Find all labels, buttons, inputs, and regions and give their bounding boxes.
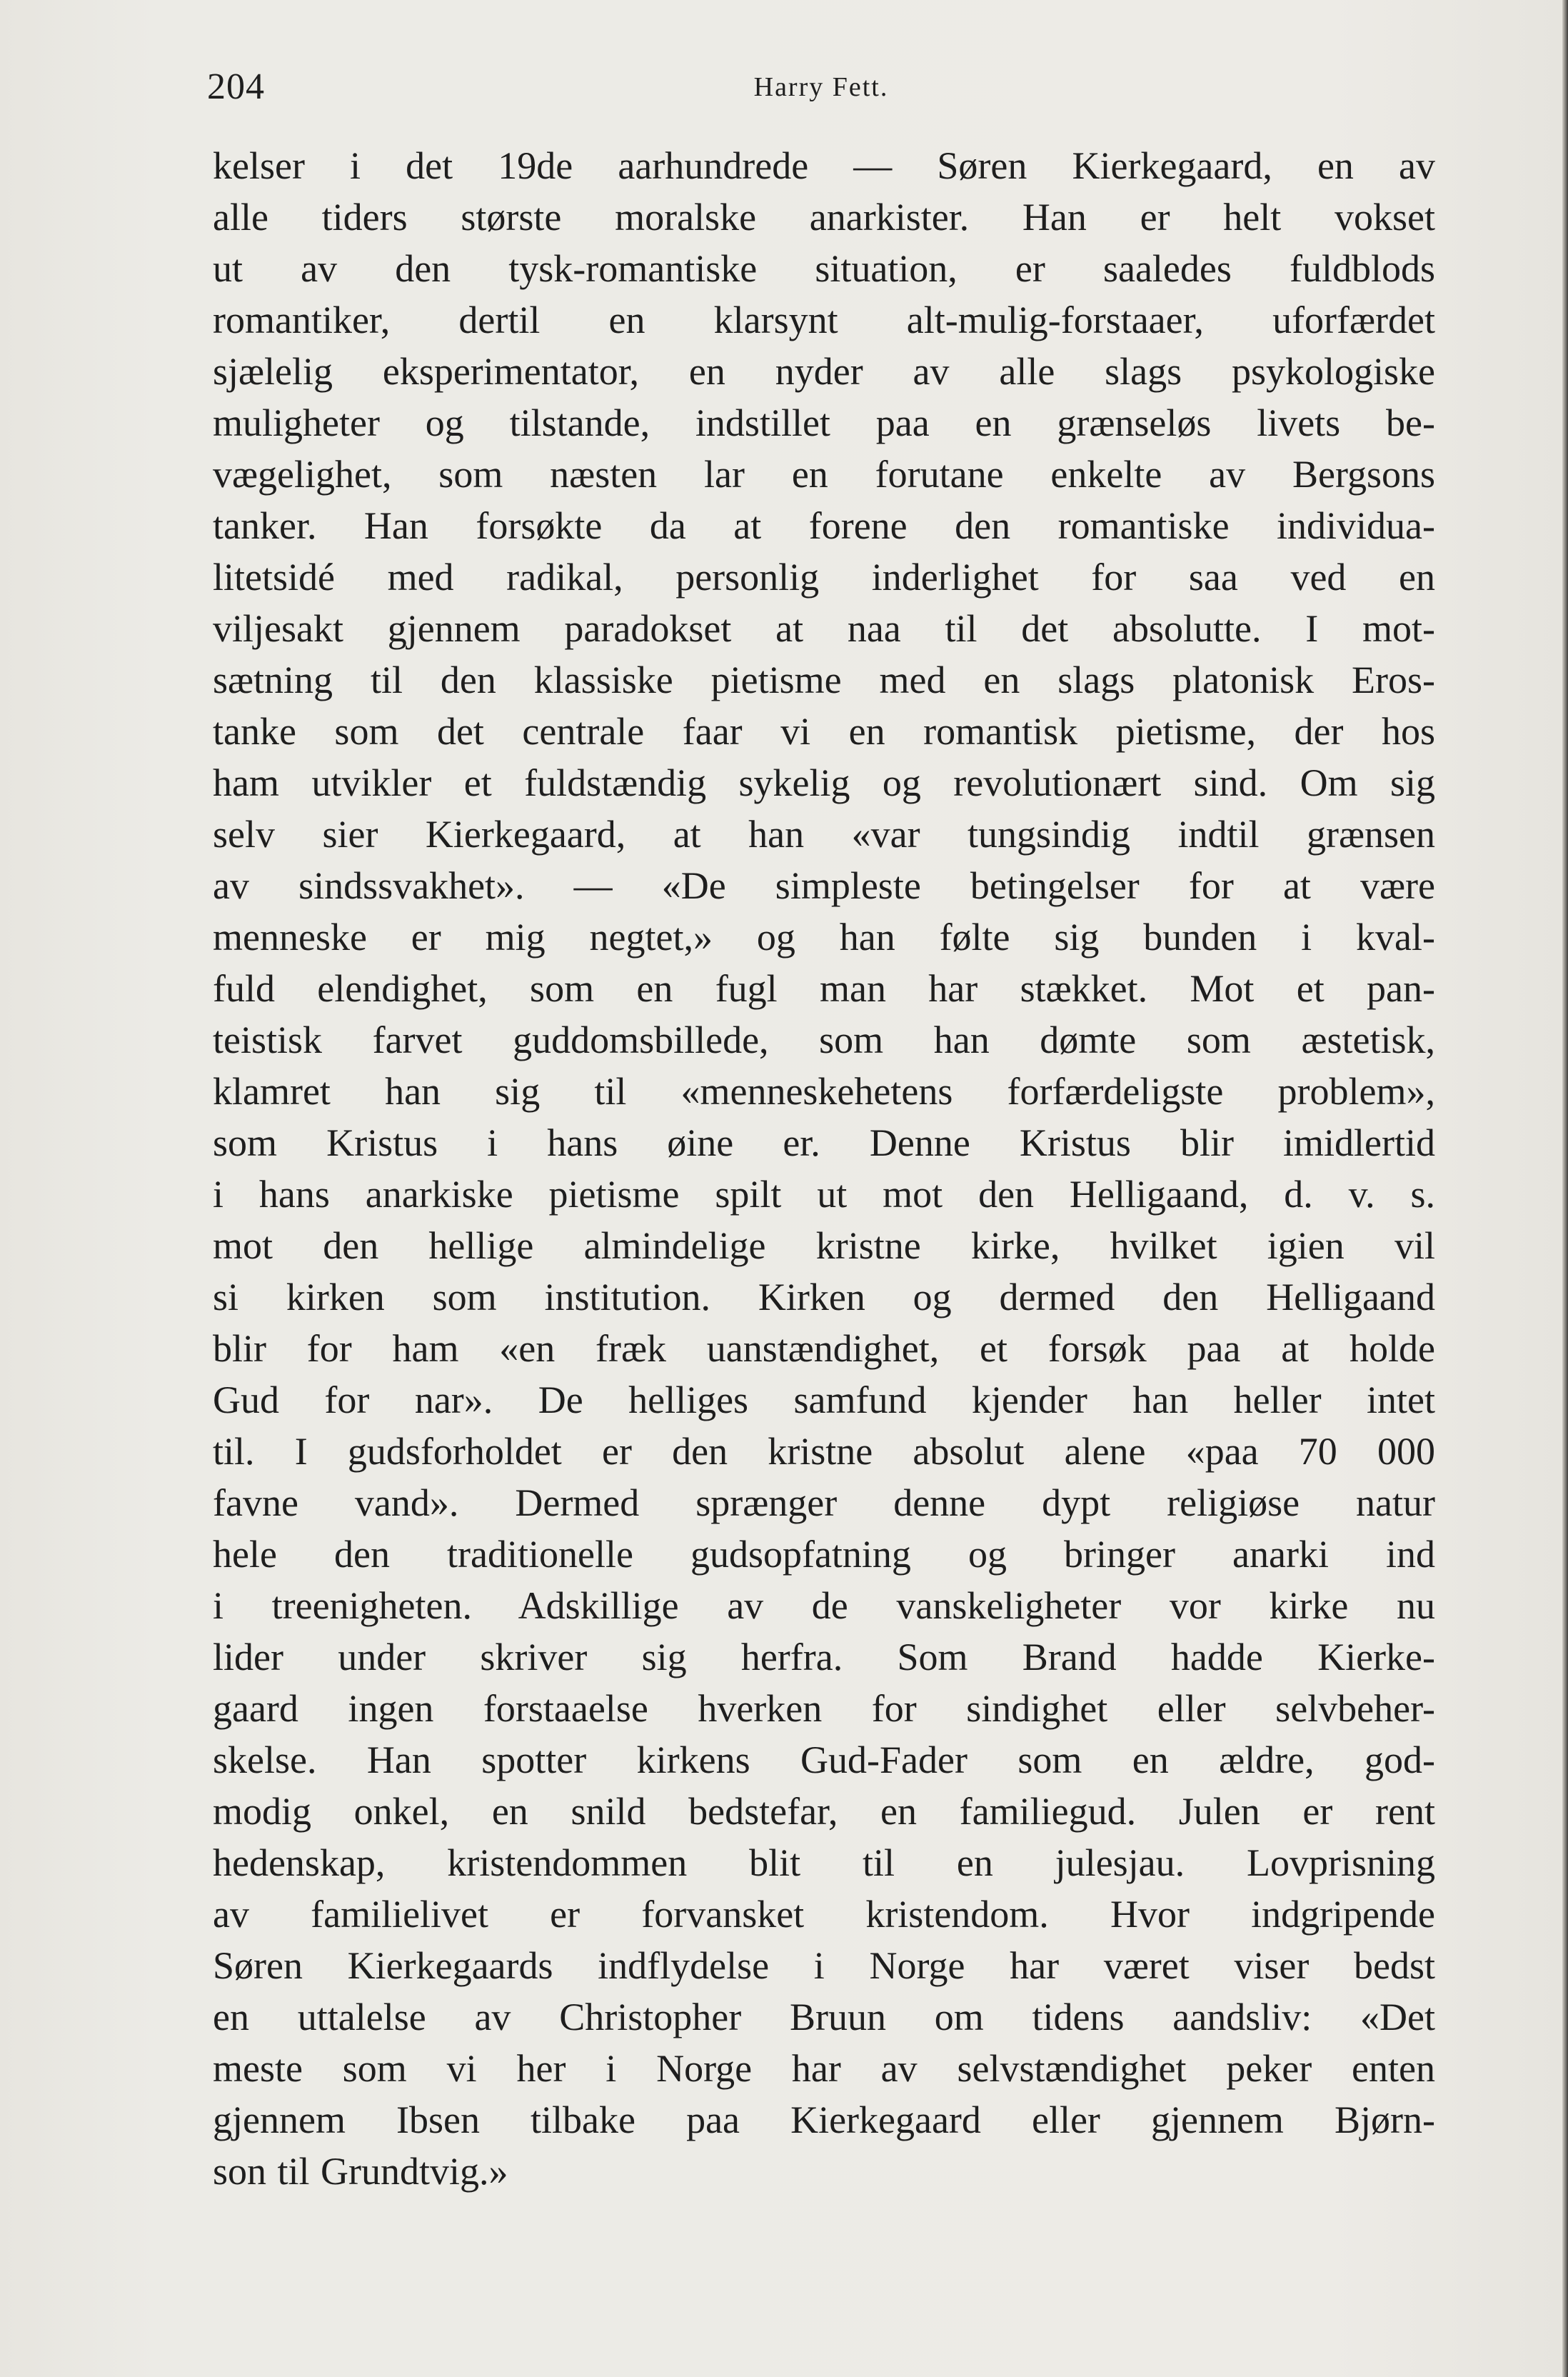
- text-line: blir for ham «en fræk uanstændighet, et forsøk paa at holde: [213, 1327, 1435, 1370]
- text-line: lider under skriver sig herfra. Som Brand hadde Kierke-: [213, 1636, 1435, 1678]
- body-text: [213, 140, 1435, 2197]
- text-line: muligheter og tilstande, indstillet paa en grænseløs livets be-: [213, 401, 1435, 444]
- text-line: i treenigheten. Adskillige av de vanskeligheter vor kirke nu: [213, 1584, 1435, 1627]
- text-line: tanke som det centrale faar vi en romantisk pietisme, der hos: [213, 710, 1435, 753]
- text-line: kelser i det 19de aarhundrede — Søren Kierkegaard, en av: [213, 144, 1435, 187]
- text-line: sjælelig eksperimentator, en nyder av alle slags psykologiske: [213, 350, 1435, 393]
- text-line: gaard ingen forstaaelse hverken for sindighet eller selvbeher-: [213, 1687, 1435, 1730]
- text-line: litetsidé med radikal, personlig inderlighet for saa ved en: [213, 556, 1435, 599]
- text-line: ham utvikler et fuldstændig sykelig og revolutionært sind. Om sig: [213, 761, 1435, 804]
- text-line: romantiker, dertil en klarsynt alt-mulig-forstaaer, uforfærdet: [213, 299, 1435, 341]
- text-line: modig onkel, en snild bedstefar, en familiegud. Julen er rent: [213, 1790, 1435, 1833]
- text-line: hele den traditionelle gudsopfatning og bringer anarki ind: [213, 1533, 1435, 1576]
- text-line: alle tiders største moralske anarkister. Han er helt vokset: [213, 196, 1435, 239]
- text-line: tanker. Han forsøkte da at forene den romantiske individua-: [213, 504, 1435, 547]
- text-line: gjennem Ibsen tilbake paa Kierkegaard eller gjennem Bjørn-: [213, 2098, 1435, 2141]
- text-line: Søren Kierkegaards indflydelse i Norge har været viser bedst: [213, 1944, 1435, 1987]
- text-line: sætning til den klassiske pietisme med en slags platonisk Eros-: [213, 659, 1435, 701]
- page-header: [207, 66, 1435, 116]
- text-line: klamret han sig til «menneskehetens forfærdeligste problem»,: [213, 1070, 1435, 1113]
- text-line: en uttalelse av Christopher Bruun om tidens aandsliv: «Det: [213, 1996, 1435, 2038]
- text-line: av familielivet er forvansket kristendom. Hvor indgripende: [213, 1893, 1435, 1936]
- text-line: i hans anarkiske pietisme spilt ut mot den Helligaand, d. v. s.: [213, 1173, 1435, 1216]
- text-line: selv sier Kierkegaard, at han «var tungsindig indtil grænsen: [213, 813, 1435, 856]
- text-line: som Kristus i hans øine er. Denne Kristus blir imidlertid: [213, 1121, 1435, 1164]
- text-line: teistisk farvet guddomsbillede, som han dømte som æstetisk,: [213, 1019, 1435, 1061]
- text-line: meste som vi her i Norge har av selvstændighet peker enten: [213, 2047, 1435, 2090]
- page-number: 204: [207, 66, 265, 107]
- text-line: si kirken som institution. Kirken og dermed den Helligaand: [213, 1276, 1435, 1318]
- text-line: til. I gudsforholdet er den kristne absolut alene «paa 70 000: [213, 1430, 1435, 1473]
- text-line: Gud for nar». De helliges samfund kjender han heller intet: [213, 1378, 1435, 1421]
- text-line: ut av den tysk-romantiske situation, er saaledes fuldblods: [213, 247, 1435, 290]
- text-line: menneske er mig negtet,» og han følte sig bunden i kval-: [213, 916, 1435, 959]
- text-line: av sindssvakhet». — «De simpleste betingelser for at være: [213, 864, 1435, 907]
- text-line: fuld elendighet, som en fugl man har stækket. Mot et pan-: [213, 967, 1435, 1010]
- text-line: mot den hellige almindelige kristne kirke, hvilket igien vil: [213, 1224, 1435, 1267]
- text-line: viljesakt gjennem paradokset at naa til det absolutte. I mot-: [213, 607, 1435, 650]
- text-line: favne vand». Dermed sprænger denne dypt religiøse natur: [213, 1481, 1435, 1524]
- text-line-last: son til Grundtvig.»: [213, 2150, 508, 2193]
- text-line: vægelighet, som næsten lar en forutane enkelte av Bergsons: [213, 453, 1435, 496]
- text-line: hedenskap, kristendommen blit til en julesjau. Lovprisning: [213, 1841, 1435, 1884]
- text-line: skelse. Han spotter kirkens Gud-Fader som en ældre, god-: [213, 1738, 1435, 1781]
- page-edge-shadow: [1562, 0, 1568, 2377]
- running-head: Harry Fett.: [753, 72, 889, 102]
